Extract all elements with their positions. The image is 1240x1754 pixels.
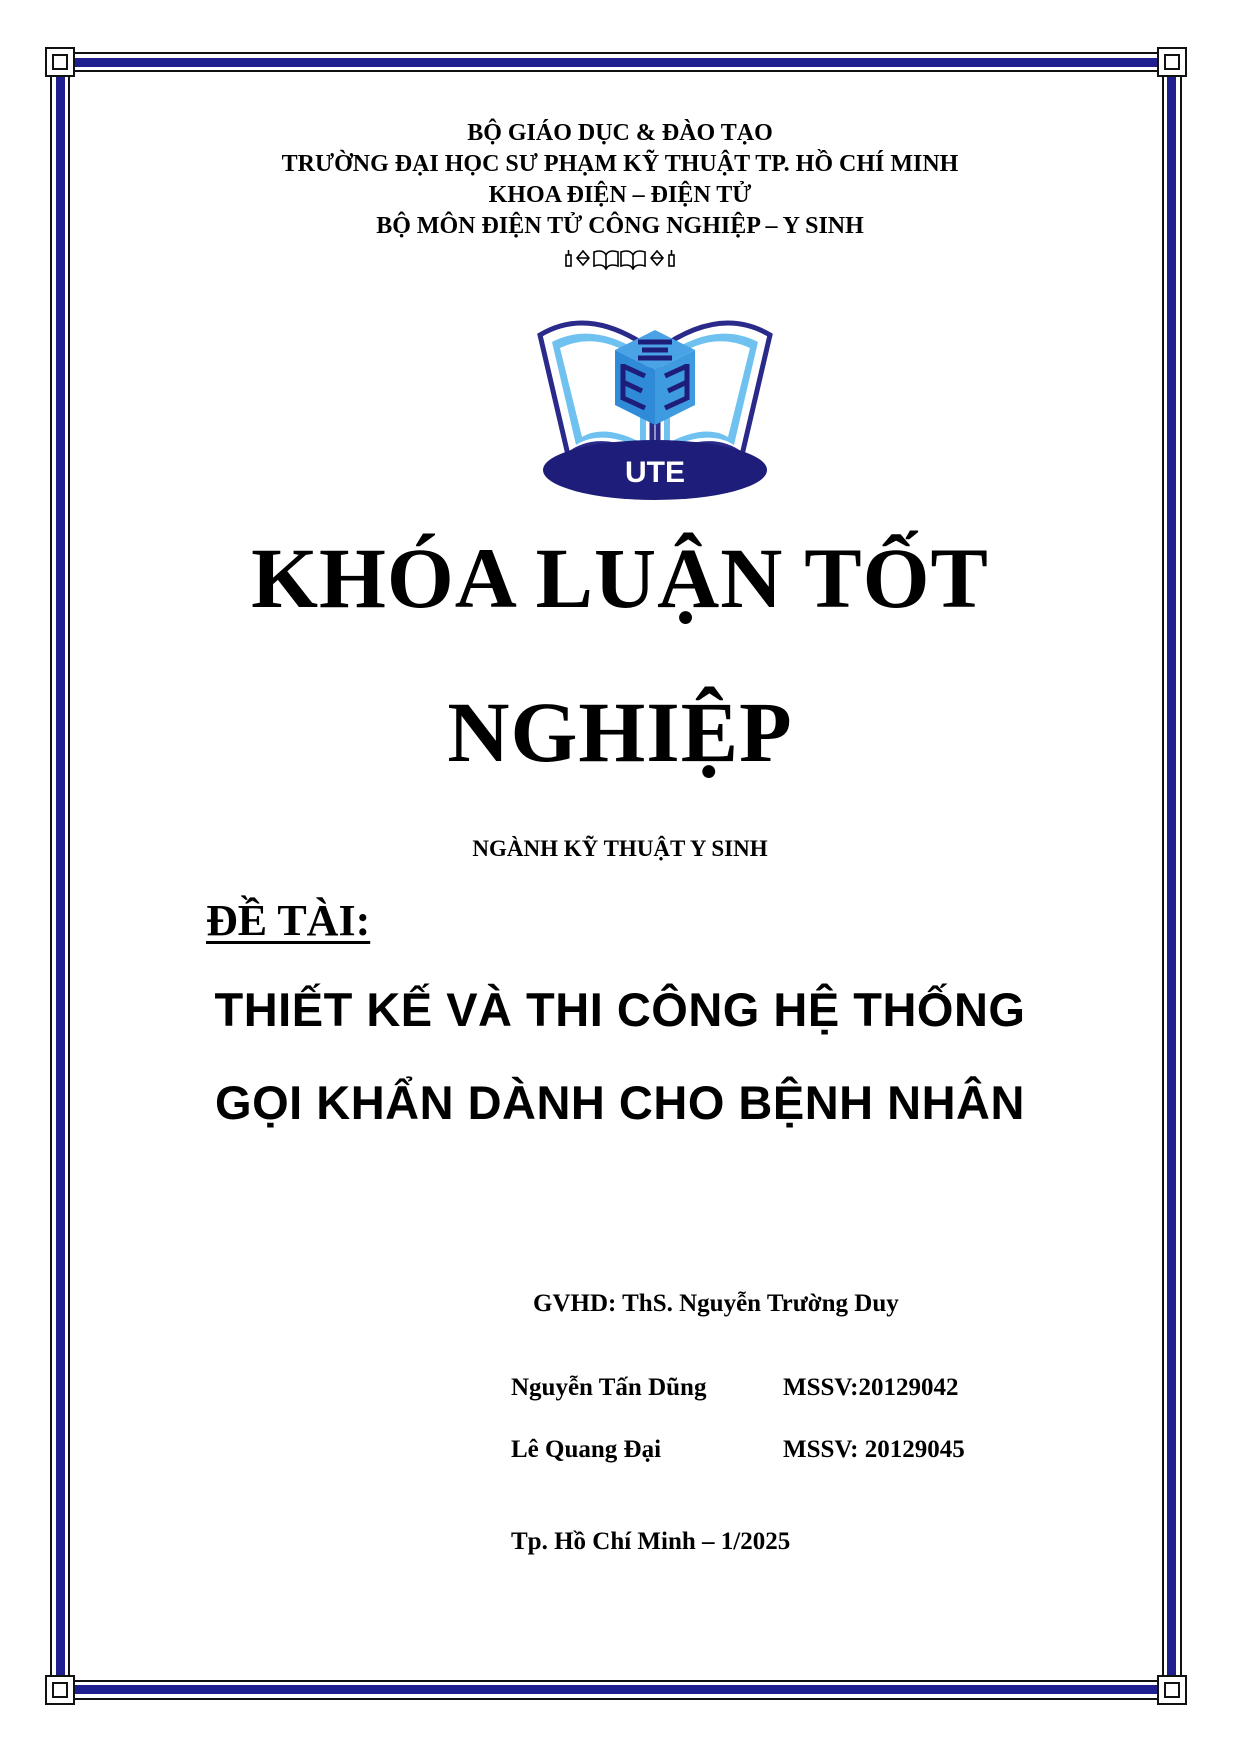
major-name: NGÀNH KỸ THUẬT Y SINH (472, 836, 768, 861)
student-1-name: Nguyễn Tấn Dũng (511, 1374, 707, 1401)
corner-ornament-bottom-left (45, 1675, 75, 1705)
advisor-line: GVHD: ThS. Nguyễn Trường Duy (533, 1290, 899, 1317)
university-name: TRƯỜNG ĐẠI HỌC SƯ PHẠM KỸ THUẬT TP. HỒ CHÍ MINH (281, 151, 959, 177)
topic-title-line2: GỌI KHẨN DÀNH CHO BỆNH NHÂN (215, 1076, 1025, 1129)
student-1-id: MSSV:20129042 (783, 1374, 959, 1401)
ornament-divider-icon (563, 246, 677, 270)
ute-logo (520, 290, 790, 510)
topic-label: ĐỀ TÀI: (206, 896, 371, 945)
thesis-title-line2: NGHIỆP (447, 684, 793, 780)
topic-title-line1: THIẾT KẾ VÀ THI CÔNG HỆ THỐNG (214, 983, 1026, 1036)
logo-text: UTE (625, 456, 685, 489)
student-2-name: Lê Quang Đại (511, 1436, 662, 1463)
corner-ornament-bottom-right (1157, 1675, 1187, 1705)
thesis-title-line1: KHÓA LUẬN TỐT (251, 530, 989, 626)
department-name: BỘ MÔN ĐIỆN TỬ CÔNG NGHIỆP – Y SINH (376, 213, 864, 239)
corner-ornament-top-left (45, 47, 75, 77)
student-2-id: MSSV: 20129045 (783, 1436, 965, 1463)
place-date: Tp. Hồ Chí Minh – 1/2025 (511, 1528, 791, 1555)
corner-ornament-top-right (1157, 47, 1187, 77)
faculty-name: KHOA ĐIỆN – ĐIỆN TỬ (488, 182, 752, 208)
ministry-name: BỘ GIÁO DỤC & ĐÀO TẠO (467, 120, 773, 146)
